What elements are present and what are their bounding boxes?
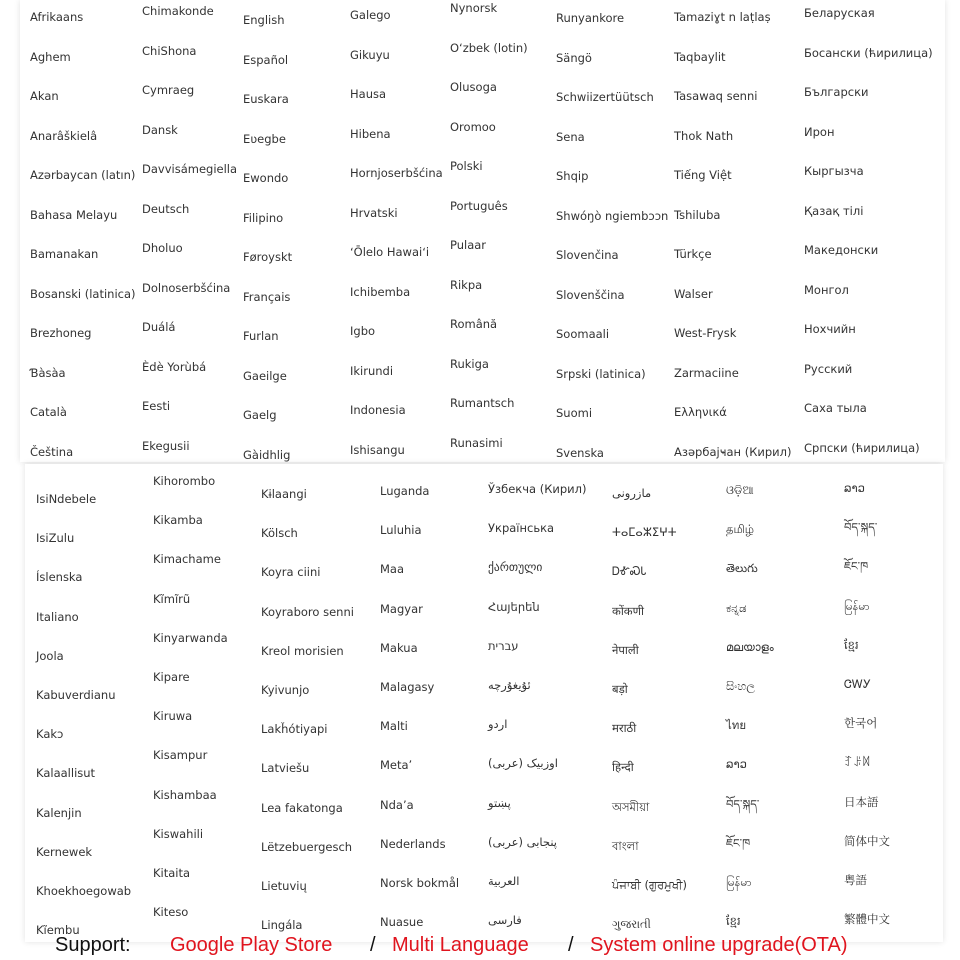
language-item-kiswahili[interactable]: Kiswahili — [153, 827, 204, 841]
language-item[interactable]: Босански (ћирилица) — [804, 46, 933, 60]
language-item-ewondo[interactable]: Ewondo — [243, 171, 289, 185]
language-item[interactable]: ગુજરાતી — [612, 917, 651, 931]
language-item-svenska[interactable]: Svenska — [556, 446, 604, 460]
language-item[interactable]: 粤語 — [844, 873, 867, 887]
language-item-tasawaq-senni[interactable]: Tasawaq senni — [674, 89, 758, 103]
language-item-tie-ng-vie-t[interactable]: Tiếng Việt — [674, 168, 732, 182]
language-item-tamazi-t-n-lat-las[interactable]: Tamaziɣt n laṭlaṣ — [674, 10, 771, 24]
language-item[interactable]: اوزبیک (عربی) — [488, 756, 558, 770]
language-item-furlan[interactable]: Furlan — [243, 329, 279, 343]
language-item-hornjoserbs-c-ina[interactable]: Hornjoserbšćina — [350, 166, 443, 180]
language-item[interactable]: தமிழ் — [726, 522, 755, 536]
language-item[interactable]: Қазақ тілі — [804, 204, 864, 218]
language-item-i-slenska[interactable]: Íslenska — [36, 570, 83, 584]
separator: / — [568, 934, 574, 956]
language-item-lakh-o-tiyapi[interactable]: Lakȟótiyapi — [261, 722, 328, 736]
language-item-tu-rkc-e[interactable]: Türkçe — [674, 247, 712, 261]
language-item-o-lelo-hawai-i[interactable]: ʻŌlelo Hawaiʻi — [350, 245, 430, 259]
multi-language-text: Multi Language — [392, 934, 529, 956]
language-item-zarmaciine[interactable]: Zarmaciine — [674, 366, 739, 380]
ota-upgrade-text: System online upgrade(OTA) — [590, 934, 848, 956]
language-item-runasimi[interactable]: Runasimi — [450, 436, 503, 450]
language-item-magyar[interactable]: Magyar — [380, 602, 423, 616]
language-item[interactable]: ଓଡ଼ିଆ — [726, 483, 754, 497]
language-item-bamanakan[interactable]: Bamanakan — [30, 247, 99, 261]
language-item-deutsch[interactable]: Deutsch — [142, 202, 190, 216]
language-item-luganda[interactable]: Luganda — [380, 484, 430, 498]
language-item-bahasa-melayu[interactable]: Bahasa Melayu — [30, 208, 118, 222]
language-item-kreol-morisien[interactable]: Kreol morisien — [261, 644, 344, 658]
language-item[interactable]: नेपाली — [612, 643, 639, 657]
language-item-dansk[interactable]: Dansk — [142, 123, 178, 137]
language-item-igbo[interactable]: Igbo — [350, 324, 376, 338]
language-item-olusoga[interactable]: Olusoga — [450, 80, 497, 94]
language-item[interactable]: ᎠᎹᏍᏓ — [612, 564, 647, 578]
language-item-roma-na[interactable]: Română — [450, 317, 498, 331]
language-item[interactable]: Саха тыла — [804, 401, 867, 415]
language-item-lea-fakatonga[interactable]: Lea fakatonga — [261, 801, 343, 815]
language-item-thok-nath[interactable]: Thok Nath — [674, 129, 734, 143]
google-play-store-text: Google Play Store — [170, 934, 333, 956]
language-item-malagasy[interactable]: Malagasy — [380, 680, 435, 694]
language-item[interactable]: ਪੰਜਾਬੀ (ਗੁਰਮੁਖੀ) — [612, 878, 687, 892]
language-item-o-zbek-lotin[interactable]: O‘zbek (lotin) — [450, 41, 528, 55]
language-item[interactable]: Български — [804, 85, 869, 99]
language-item[interactable]: မြန်မာ — [726, 875, 752, 889]
language-item-hausa[interactable]: Hausa — [350, 87, 387, 101]
language-item-taqbaylit[interactable]: Taqbaylit — [674, 50, 726, 64]
language-item[interactable]: ខ្មែរ — [844, 638, 859, 652]
language-item[interactable]: Беларуская — [804, 6, 875, 20]
language-item-ko-lsch[interactable]: Kölsch — [261, 526, 298, 540]
language-item-dholuo[interactable]: Dholuo — [142, 241, 183, 255]
language-item-kisampur[interactable]: Kisampur — [153, 748, 208, 762]
language-item[interactable]: मराठी — [612, 721, 637, 735]
language-item-anara-s-kiela[interactable]: Anarâškielâ — [30, 129, 98, 143]
language-item[interactable]: हिन्दी — [612, 760, 634, 774]
language-item-ki-embu[interactable]: Kĩembu — [36, 923, 80, 937]
language-item-kishambaa[interactable]: Kishambaa — [153, 788, 217, 802]
language-item-luluhia[interactable]: Luluhia — [380, 523, 422, 537]
language-item-gaeilge[interactable]: Gaeilge — [243, 369, 287, 383]
language-item-english[interactable]: English — [243, 13, 285, 27]
language-item-kitaita[interactable]: Kitaita — [153, 866, 191, 880]
language-item-kyivunjo[interactable]: Kyivunjo — [261, 683, 310, 697]
language-item-west-frysk[interactable]: West-Frysk — [674, 326, 737, 340]
language-item[interactable]: Македонски — [804, 243, 879, 257]
language-item-az-rbaycan-lat-n[interactable]: Azərbaycan (latın) — [30, 168, 136, 182]
language-item-franc-ais[interactable]: Français — [243, 290, 291, 304]
language-item-walser[interactable]: Walser — [674, 287, 713, 301]
language-item[interactable]: پښتو — [488, 796, 511, 810]
language-item-catala[interactable]: Català — [30, 405, 67, 419]
language-item-kihorombo[interactable]: Kihorombo — [153, 474, 216, 488]
language-item[interactable]: Ελληνικά — [674, 405, 727, 419]
language-item-aghem[interactable]: Aghem — [30, 50, 71, 64]
language-item-chishona[interactable]: ChiShona — [142, 44, 197, 58]
language-item[interactable]: অসমীয়া — [612, 800, 650, 814]
language-item[interactable]: مازرونی — [612, 486, 652, 500]
language-item-sena[interactable]: Sena — [556, 130, 585, 144]
language-item[interactable]: ꆈꌠꉙ — [844, 755, 871, 769]
language-item-ichibemba[interactable]: Ichibemba — [350, 285, 411, 299]
language-item[interactable]: ⵜⴰⵎⴰⵣⵉⵖⵜ — [612, 525, 677, 539]
language-item[interactable]: 简体中文 — [844, 834, 890, 848]
language-item[interactable]: ქართული — [488, 560, 543, 574]
language-item[interactable]: बड़ो — [612, 682, 628, 696]
language-item-joola[interactable]: Joola — [36, 649, 64, 663]
language-item-le-tzebuergesch[interactable]: Lëtzebuergesch — [261, 840, 353, 854]
language-item[interactable]: සිංහල — [726, 679, 756, 693]
language-item[interactable]: 繁體中文 — [844, 912, 890, 926]
language-item-ki-mi-ru[interactable]: Kĩmĩrũ — [153, 592, 191, 606]
language-item-srpski-latinica[interactable]: Srpski (latinica) — [556, 367, 646, 381]
language-item-kikamba[interactable]: Kikamba — [153, 513, 203, 527]
language-item[interactable]: മലയാളം — [726, 640, 774, 654]
language-item-kiruwa[interactable]: Kiruwa — [153, 709, 193, 723]
language-item-soomaali[interactable]: Soomaali — [556, 327, 610, 341]
language-item-dolnoserbs-c-ina[interactable]: Dolnoserbšćina — [142, 281, 231, 295]
language-item[interactable]: ཇོང་ཁ — [726, 836, 751, 850]
language-item-eesti[interactable]: Eesti — [142, 399, 171, 413]
language-item-kabuverdianu[interactable]: Kabuverdianu — [36, 688, 116, 702]
language-item[interactable]: မြန်မာ — [844, 599, 870, 613]
language-item[interactable]: Кыргызча — [804, 164, 864, 178]
language-item[interactable]: العربية — [488, 874, 520, 888]
language-list-panel-top — [20, 0, 945, 462]
language-item-italiano[interactable]: Italiano — [36, 610, 79, 624]
separator: / — [370, 934, 376, 956]
language-item-suomi[interactable]: Suomi — [556, 406, 593, 420]
language-item[interactable]: ខ្មែរ — [726, 914, 741, 928]
language-item-shwo-o-ngiemb-n[interactable]: Shwóŋò ngiembɔɔn — [556, 209, 669, 223]
language-item-rikpa[interactable]: Rikpa — [450, 278, 483, 292]
language-item-kiteso[interactable]: Kiteso — [153, 905, 189, 919]
language-item-kalaallisut[interactable]: Kalaallisut — [36, 766, 96, 780]
language-item-a-sa-a[interactable]: Ɓàsàa — [30, 366, 66, 380]
language-item-makua[interactable]: Makua — [380, 641, 418, 655]
language-item[interactable]: Азәрбајҹан (Кирил) — [674, 445, 792, 459]
language-item-pulaar[interactable]: Pulaar — [450, 238, 487, 252]
language-item-polski[interactable]: Polski — [450, 159, 483, 173]
language-item-bosanski-latinica[interactable]: Bosanski (latinica) — [30, 287, 136, 301]
language-item-rumantsch[interactable]: Rumantsch — [450, 396, 515, 410]
language-item-slovens-c-ina[interactable]: Slovenščina — [556, 288, 625, 302]
language-item-espan-ol[interactable]: Español — [243, 53, 289, 67]
language-item[interactable]: বাংলা — [612, 839, 639, 853]
language-item-oromoo[interactable]: Oromoo — [450, 120, 496, 134]
language-item-rukiga[interactable]: Rukiga — [450, 357, 489, 371]
language-item-nuasue[interactable]: Nuasue — [380, 915, 424, 929]
language-item-e-de-yoru-ba[interactable]: Èdè Yorùbá — [142, 360, 207, 374]
language-item-malti[interactable]: Malti — [380, 719, 408, 733]
language-item-f-royskt[interactable]: Føroyskt — [243, 250, 293, 264]
language-item[interactable]: ئۇيغۇرچە — [488, 678, 531, 692]
language-item[interactable]: कोंकणी — [612, 604, 644, 618]
language-item-brezhoneg[interactable]: Brezhoneg — [30, 326, 92, 340]
language-item-kinyarwanda[interactable]: Kinyarwanda — [153, 631, 228, 645]
language-item[interactable]: Українська — [488, 521, 555, 535]
language-item-kimachame[interactable]: Kimachame — [153, 552, 221, 566]
language-item[interactable]: Ўзбекча (Кирил) — [488, 482, 587, 496]
language-item-galego[interactable]: Galego — [350, 8, 391, 22]
language-item-koyra-ciini[interactable]: Koyra ciini — [261, 565, 321, 579]
language-item-indonesia[interactable]: Indonesia — [350, 403, 406, 417]
support-banner — [0, 930, 960, 960]
support-label: Support: — [55, 934, 131, 956]
language-item-khoekhoegowab[interactable]: Khoekhoegowab — [36, 884, 132, 898]
language-item[interactable]: پنجابی (عربی) — [488, 835, 558, 849]
language-item[interactable]: ລາວ — [844, 481, 865, 495]
language-item-kernewek[interactable]: Kernewek — [36, 845, 93, 859]
language-item-ga-idhlig[interactable]: Gàidhlig — [243, 448, 291, 462]
language-item-norsk-bokma-l[interactable]: Norsk bokmål — [380, 876, 460, 890]
language-item[interactable]: Нохчийн — [804, 322, 856, 336]
language-item[interactable]: Русский — [804, 362, 853, 376]
language-item-isindebele[interactable]: IsiNdebele — [36, 492, 97, 506]
language-item-nynorsk[interactable]: Nynorsk — [450, 1, 498, 15]
language-item-runyankore[interactable]: Runyankore — [556, 11, 625, 25]
language-item-kalenjin[interactable]: Kalenjin — [36, 806, 82, 820]
language-item[interactable]: اردو — [488, 717, 508, 731]
language-item-latvies-u[interactable]: Latviešu — [261, 761, 310, 775]
language-item-maa[interactable]: Maa — [380, 562, 405, 576]
language-item-k-laangi[interactable]: Kɨlaangi — [261, 487, 307, 501]
language-item[interactable]: ไทย — [726, 718, 747, 732]
language-item-portugue-s[interactable]: Português — [450, 199, 508, 213]
language-item-schwiizertu-u-tsch[interactable]: Schwiizertüütsch — [556, 90, 654, 104]
language-item[interactable]: ᏣᎳᎩ — [844, 677, 871, 691]
language-item[interactable]: 日本語 — [844, 795, 879, 809]
language-item-linga-la[interactable]: Lingála — [261, 918, 303, 932]
language-item-e-egbe[interactable]: Eʋegbe — [243, 132, 286, 146]
language-item-hrvatski[interactable]: Hrvatski — [350, 206, 398, 220]
language-item[interactable]: ཇོང་ཁ — [844, 559, 869, 573]
language-item-nda-a[interactable]: Nda’a — [380, 798, 414, 812]
language-item-cymraeg[interactable]: Cymraeg — [142, 83, 195, 97]
language-item[interactable]: Հայերեն — [488, 600, 540, 614]
language-item-ishisangu[interactable]: Ishisangu — [350, 443, 405, 457]
language-item-gikuyu[interactable]: Gikuyu — [350, 48, 390, 62]
language-item-lietuviu[interactable]: Lietuvių — [261, 879, 307, 893]
language-item-dua-la[interactable]: Duálá — [142, 320, 176, 334]
language-item[interactable]: བོད་སྐད་ — [726, 797, 760, 811]
language-item-hibena[interactable]: Hibena — [350, 127, 391, 141]
language-item[interactable]: עברית — [488, 639, 519, 653]
language-item[interactable]: ಕನ್ನಡ — [726, 601, 747, 615]
language-item-euskara[interactable]: Euskara — [243, 92, 289, 106]
language-item-kak[interactable]: Kakɔ — [36, 727, 64, 741]
language-item[interactable]: Монгол — [804, 283, 849, 297]
language-item[interactable]: བོད་སྐད་ — [844, 520, 878, 534]
language-item-c-es-tina[interactable]: Čeština — [30, 445, 74, 459]
language-item-tshiluba[interactable]: Tshiluba — [674, 208, 721, 222]
language-item-nederlands[interactable]: Nederlands — [380, 837, 446, 851]
language-item-koyraboro-senni[interactable]: Koyraboro senni — [261, 605, 354, 619]
language-item-ikirundi[interactable]: Ikirundi — [350, 364, 394, 378]
language-item-chimakonde[interactable]: Chimakonde — [142, 4, 214, 18]
language-item[interactable]: Ирон — [804, 125, 835, 139]
language-item-isizulu[interactable]: IsiZulu — [36, 531, 75, 545]
language-item-sa-ngo[interactable]: Sängö — [556, 51, 592, 65]
language-item[interactable]: ລາວ — [726, 757, 747, 771]
language-item[interactable]: తెలుగు — [726, 561, 758, 575]
language-item-slovenc-ina[interactable]: Slovenčina — [556, 248, 619, 262]
language-item-afrikaans[interactable]: Afrikaans — [30, 10, 84, 24]
language-item-ekegusii[interactable]: Ekegusii — [142, 439, 190, 453]
language-item-meta[interactable]: Metaʼ — [380, 758, 413, 772]
language-item[interactable]: Српски (ћирилица) — [804, 441, 920, 455]
language-item-kipare[interactable]: Kipare — [153, 670, 190, 684]
language-item-shqip[interactable]: Shqip — [556, 169, 589, 183]
language-item-akan[interactable]: Akan — [30, 89, 59, 103]
language-item[interactable]: فارسی — [488, 913, 522, 927]
language-item-filipino[interactable]: Filipino — [243, 211, 284, 225]
language-item-gaelg[interactable]: Gaelg — [243, 408, 277, 422]
language-item-davvisa-megiella[interactable]: Davvisámegiella — [142, 162, 238, 176]
language-item[interactable]: 한국어 — [844, 716, 878, 730]
